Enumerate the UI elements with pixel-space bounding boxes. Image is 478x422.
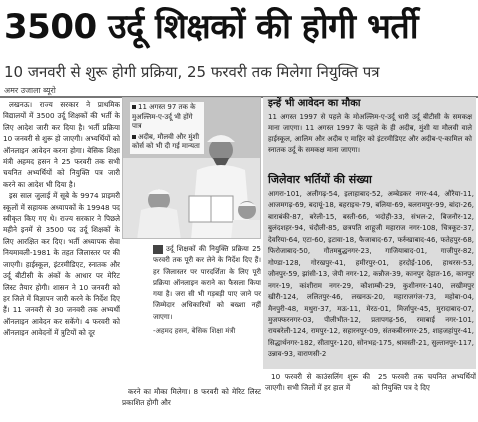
sidebar-body: 11 अगस्त 1997 से पहले के मोअल्लिम-ए-उर्दू धारी उर्दू बीटीसी के समकक्ष माना जाएगा। 11 अगस्त 1997 के पहले के ही अदीब, मुंशी या मौलवी वाले हाईस्कूल, आलिम और अदीब ए माहिर को इंटरमीडिएट और अदीब-ए-कामिल को स्नातक उर्दू के समकक्ष माना जाएगा।: [268, 113, 472, 154]
caption-text: अदीब, मौलवी और मुंशी कोर्स को भी दी गई मान्यता: [132, 132, 200, 150]
article-column-3: [265, 371, 370, 422]
paragraph: लखनऊ। राज्य सरकार ने प्राथमिक विद्यालयों में 3500 उर्दू शिक्षकों की भर्ती के लिए आदेश जारी कर दिया है। भर्ती प्रक्रिया 10 जनवरी से शुरू हो जाएगी। अभ्यर्थियों को ऑनलाइन आवेदन करना होगा। बेसिक शिक्षा मंत्री अहमद हसन ने 25 फरवरी तक सभी चयनित अभ्यर्थियों को नियुक्ति पत्र जारी करने का आदेश भी दिया है।: [3, 100, 120, 189]
minister-quote: [153, 244, 261, 386]
subheadline: 10 जनवरी से शुरू होगी प्रक्रिया, 25 फरवरी तक मिलेगा नियुक्ति पत्र: [4, 63, 380, 81]
district-list: आगरा-101, अलीगढ़-54, इलाहाबाद-52, अम्बेडकर नगर-44, औरैया-11, आजमगढ़-69, बदायूं-18, बहराइच-79, बलिया-69, बलरामपुर-99, बांदा-26, बाराबंकी-87, बरेली-15, बस्ती-66, भदोही-33, संभल-2, बिजनौर-12, बुलंदशहर-94, चंदौली-85, छत्रपति शाहूजी महाराज नगर-108, चित्रकूट-37, देवरिया-64, एटा-60, इटावा-18, फैजाबाद-67, फर्रुखाबाद-46, फतेहपुर-68, फिरोजाबाद-50, गौतमबुद्धनगर-23, गाजियाबाद-01, गाजीपुर-82, गोण्डा-128, गोरखपुर-41, हमीरपुर-01, हरदोई-106, हाथरस-53, जौनपुर-59, झांसी-13, जेपी नगर-12, कन्नौज-39, कानपुर देहात-16, कानपुर नगर-19, कांशीराम नगर-29, कौशाम्बी-29, कुशीनगर-140, लखीमपुर खीरी-124, ललितपुर-46, लखनऊ-20, महाराजगंज-73, महोबा-04, मैनपुरी-48, मथुरा-37, मऊ-11, मेरठ-01, मिर्जापुर-45, मुरादाबाद-07, मुजफ्फरनगर-03, पीलीभीत-12, प्रतापगढ़-56, रमाबाई नगर-101, रायबरेली-124, रामपुर-12, सहारनपुर-09, संतकबीरनगर-25, शाहजहांपुर-41, सिद्धार्थनगर-182, सीतापुर-120, सोनभद्र-175, श्रावस्ती-21, सुल्तानपुर-117, उन्नाव-93, वाराणसी-2: [268, 190, 474, 359]
article-column-1: [3, 99, 120, 422]
article-photo: [122, 97, 261, 239]
article-column-2: [122, 386, 261, 422]
quote-text: उर्दू शिक्षकों की नियुक्ति प्रक्रिया 25 फरवरी तक पूरी कर लेने के निर्देश दिए हैं। हर जिलास्तर पर पारदर्शिता के लिए पूरी प्रक्रिया ऑनलाइन कराने का फैसला किया गया है। जरा सी भी गड़बड़ी पाए जाने पर जिम्मेदार अधिकारियों को बख्शा नहीं जाएगा।: [153, 245, 261, 321]
sidebar-box: [263, 97, 476, 369]
headline: 3500 उर्दू शिक्षकों की होगी भर्ती: [4, 7, 419, 47]
paragraph: 10 फरवरी से काउंसलिंग शुरू की जाएगी। सभी जिलों में हर हाल में: [265, 372, 370, 393]
bullet-icon: [132, 105, 136, 109]
quote-author: -अहमद हसन, बेसिक शिक्षा मंत्री: [153, 327, 236, 336]
paragraph: इस साल जुलाई में सूबे के 9974 प्राइमरी स्कूलों में सहायक अध्यापकों के 19948 पद स्वीकृत किए गए थे। राज्य सरकार ने पिछले महीने इनमें से 3500 पद उर्दू शिक्षकों के लिए आरक्षित कर दिए। भर्ती अध्यापक सेवा नियमावली-1981 के तहत जिलास्तर पर की जाएगी। हाईस्कूल, इंटरमीडिएट, स्नातक और उर्दू बीटीसी के अंकों के आधार पर मेरिट लिस्ट तैयार होगी। शासन ने 10 जनवरी को हर जिले में विज्ञापन जारी करने के निर्देश दिए हैं। 11 जनवरी से 30 जनवरी तक अभ्यर्थी ऑनलाइन आवेदन कर सकेंगे। 4 फरवरी को ऑनलाइन आवेदनों में त्रुटियों को दूर: [3, 191, 120, 338]
photo-caption: [130, 102, 204, 154]
byline: अमर उजाला ब्यूरो: [4, 86, 56, 95]
paragraph: करने का मौका मिलेगा। 8 फरवरी को मेरिट लिस्ट प्रकाशित होगी और: [122, 387, 261, 408]
caption-line: [132, 103, 202, 132]
caption-line: [132, 133, 202, 152]
paragraph: 25 फरवरी तक चयनित अभ्यर्थियों को नियुक्ति पत्र दे दिए: [372, 372, 476, 393]
article-column-4: [372, 371, 476, 422]
caption-text: 11 अगस्त 97 तक के मुअल्लिम-ए-उर्दू भी होंगे पात्र: [132, 103, 196, 130]
district-list-title: जिलेवार भर्तियों की संख्या: [268, 173, 372, 186]
bullet-icon: [132, 135, 136, 139]
sidebar-title: इन्हें भी आवेदन का मौका: [268, 98, 361, 109]
quote-mark-icon: [153, 245, 163, 254]
